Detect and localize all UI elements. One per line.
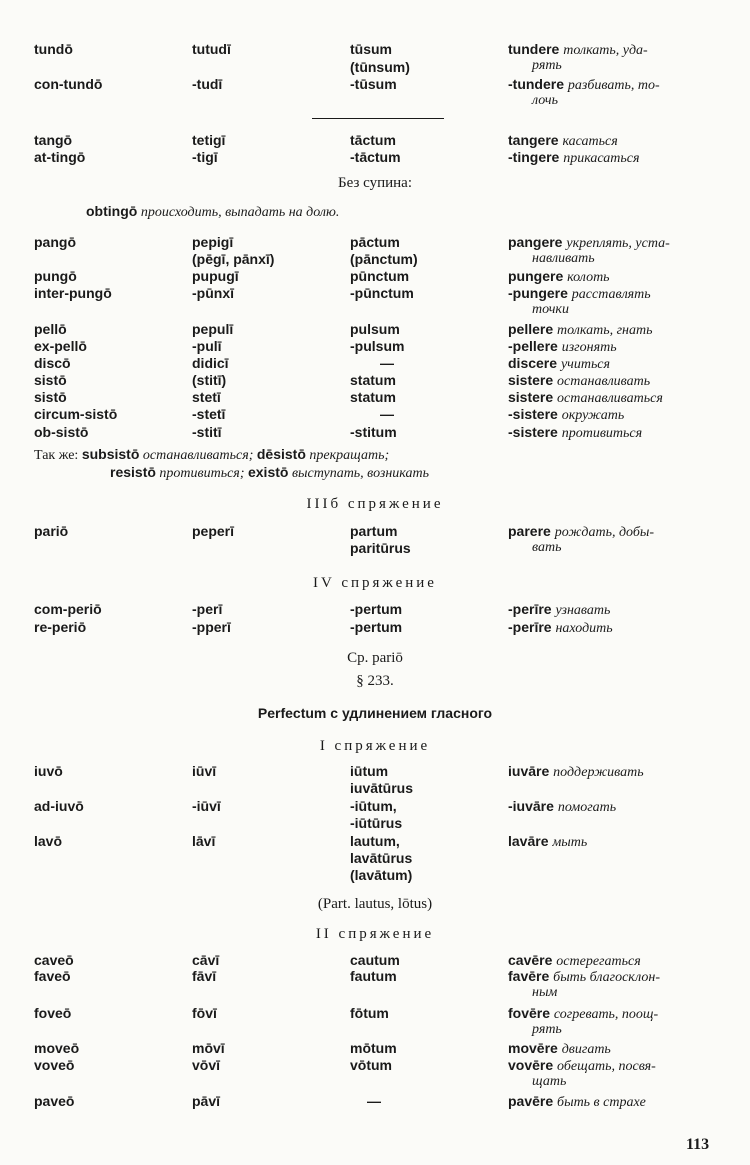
present-form: re-periō: [34, 619, 87, 635]
conjugation-heading-2: II спряжение: [315, 926, 435, 942]
compare-reference: Ср. pariō: [347, 650, 403, 666]
supine-form: paritūrus: [350, 540, 411, 556]
perfect-form: tutudī: [192, 41, 231, 57]
perfect-form: -pulī: [192, 338, 222, 354]
infinitive-meaning: -pellere изгонять: [508, 338, 617, 355]
perfect-form: vōvī: [192, 1057, 221, 1073]
conjugation-heading-1: I спряжение: [319, 738, 431, 754]
supine-form: lautum,: [350, 833, 400, 849]
present-form: sistō: [34, 389, 67, 405]
infinitive-meaning: sistere останавливаться: [508, 389, 663, 406]
participle-note: (Part. lautus, lōtus): [317, 896, 433, 912]
supine-form: (tūnsum): [350, 59, 410, 75]
supine-form: iuvātūrus: [350, 780, 414, 796]
infinitive-meaning: pangere укреплять, уста- навливать: [508, 234, 670, 266]
infinitive-meaning: -iuvāre помогать: [508, 798, 617, 815]
supine-form: tāctum: [350, 132, 396, 148]
supine-form: vōtum: [350, 1057, 392, 1073]
infinitive-meaning: pavēre быть в страхе: [508, 1093, 646, 1110]
supine-form: -iūtūrus: [350, 815, 403, 831]
present-form: voveō: [34, 1057, 75, 1073]
present-form: paveō: [34, 1093, 75, 1109]
supine-form: —: [380, 406, 394, 422]
conjugation-heading-3b: IIIб спряжение: [306, 496, 444, 512]
also-note-line2: resistō противиться; existō выступать, возникать: [110, 464, 429, 481]
present-form: con-tundō: [34, 76, 103, 92]
perfect-form: -tudī: [192, 76, 223, 92]
perfect-form: tetigī: [192, 132, 226, 148]
perfect-form: iūvī: [192, 763, 217, 779]
present-form: foveō: [34, 1005, 72, 1021]
supine-form: partum: [350, 523, 398, 539]
infinitive-meaning: favēre быть благосклон- ным: [508, 968, 661, 1000]
infinitive-meaning: tangere касаться: [508, 132, 618, 149]
supine-form: iūtum: [350, 763, 389, 779]
perfect-form: -tigī: [192, 149, 218, 165]
perfect-form: pepulī: [192, 321, 234, 337]
supine-form: —: [367, 1093, 381, 1109]
present-form: pangō: [34, 234, 76, 250]
perfect-form: -stetī: [192, 406, 226, 422]
perfect-form: peperī: [192, 523, 235, 539]
supine-form: -iūtum,: [350, 798, 397, 814]
section-heading: Perfectum с удлинением гласного: [257, 705, 493, 721]
perfect-form: fōvī: [192, 1005, 217, 1021]
perfect-form: cāvī: [192, 952, 220, 968]
perfect-form: stetī: [192, 389, 221, 405]
infinitive-meaning: -perīre узнавать: [508, 601, 611, 618]
supine-form: cautum: [350, 952, 400, 968]
supine-form: tūsum: [350, 41, 392, 57]
supine-form: -stitum: [350, 424, 397, 440]
supine-form: -pertum: [350, 601, 403, 617]
infinitive-meaning: movēre двигать: [508, 1040, 611, 1057]
infinitive-meaning: discere учиться: [508, 355, 611, 372]
present-form: caveō: [34, 952, 74, 968]
present-form: circum-sistō: [34, 406, 118, 422]
supine-form: fōtum: [350, 1005, 389, 1021]
conjugation-heading-4: IV спряжение: [313, 575, 437, 591]
perfect-form: lāvī: [192, 833, 216, 849]
divider-rule: [312, 118, 444, 119]
also-note-line1: Так же: subsistō останавливаться; dēsistō прекращать;: [34, 446, 390, 463]
supine-form: lavātūrus: [350, 850, 413, 866]
perfect-form: -stitī: [192, 424, 222, 440]
present-form: pariō: [34, 523, 69, 539]
present-form: ex-pellō: [34, 338, 87, 354]
infinitive-meaning: fovēre согревать, поощ- рять: [508, 1005, 659, 1037]
perfect-form: pupugī: [192, 268, 239, 284]
infinitive-meaning: sistere останавливать: [508, 372, 651, 389]
perfect-form: -pperī: [192, 619, 231, 635]
no-supine-label: Без супина:: [338, 175, 412, 191]
infinitive-meaning: -tundere разбивать, то- лочь: [508, 76, 660, 108]
present-form: ob-sistō: [34, 424, 89, 440]
supine-form: -pertum: [350, 619, 403, 635]
supine-form: -tāctum: [350, 149, 401, 165]
present-form: lavō: [34, 833, 63, 849]
perfect-form: pepigī: [192, 234, 234, 250]
perfect-form: (pēgī, pānxī): [192, 251, 275, 267]
infinitive-meaning: iuvāre поддерживать: [508, 763, 644, 780]
supine-form: (pānctum): [350, 251, 418, 267]
perfect-form: mōvī: [192, 1040, 225, 1056]
infinitive-meaning: pellere толкать, гнать: [508, 321, 653, 338]
supine-form: pūnctum: [350, 268, 410, 284]
infinitive-meaning: lavāre мыть: [508, 833, 588, 850]
infinitive-meaning: -sistere противиться: [508, 424, 643, 441]
supine-form: mōtum: [350, 1040, 397, 1056]
supine-form: -pūnctum: [350, 285, 414, 301]
infinitive-meaning: -perīre находить: [508, 619, 613, 636]
perfect-form: -perī: [192, 601, 223, 617]
present-form: pellō: [34, 321, 67, 337]
supine-form: statum: [350, 389, 396, 405]
perfect-form: (stitī): [192, 372, 227, 388]
perfect-form: -pūnxī: [192, 285, 234, 301]
infinitive-meaning: parere рождать, добы- вать: [508, 523, 655, 555]
perfect-form: fāvī: [192, 968, 217, 984]
supine-form: (lavātum): [350, 867, 413, 883]
present-form: faveō: [34, 968, 71, 984]
supine-form: statum: [350, 372, 396, 388]
perfect-form: didicī: [192, 355, 229, 371]
infinitive-meaning: -pungere расставлять точки: [508, 285, 651, 317]
infinitive-meaning: -tingere прикасаться: [508, 149, 640, 166]
present-form: at-tingō: [34, 149, 86, 165]
present-form: moveō: [34, 1040, 80, 1056]
present-form: discō: [34, 355, 71, 371]
present-form: com-periō: [34, 601, 102, 617]
infinitive-meaning: pungere колоть: [508, 268, 610, 285]
present-form: tundō: [34, 41, 73, 57]
present-form: inter-pungō: [34, 285, 112, 301]
supine-form: —: [380, 355, 394, 371]
perfect-form: -iūvī: [192, 798, 221, 814]
supine-form: -pulsum: [350, 338, 405, 354]
infinitive-meaning: cavēre остерегаться: [508, 952, 641, 969]
supine-form: fautum: [350, 968, 397, 984]
supine-form: pāctum: [350, 234, 400, 250]
infinitive-meaning: vovēre обещать, посвя- щать: [508, 1057, 656, 1089]
present-form: sistō: [34, 372, 67, 388]
obtingo-note: obtingō происходить, выпадать на долю.: [86, 203, 340, 220]
infinitive-meaning: tundere толкать, уда- рять: [508, 41, 648, 73]
section-number: § 233.: [356, 673, 394, 689]
infinitive-meaning: -sistere окружать: [508, 406, 625, 423]
present-form: pungō: [34, 268, 77, 284]
supine-form: -tūsum: [350, 76, 397, 92]
perfect-form: pāvī: [192, 1093, 221, 1109]
present-form: iuvō: [34, 763, 63, 779]
present-form: ad-iuvō: [34, 798, 84, 814]
page-number: 113: [686, 1136, 710, 1153]
present-form: tangō: [34, 132, 73, 148]
supine-form: pulsum: [350, 321, 400, 337]
